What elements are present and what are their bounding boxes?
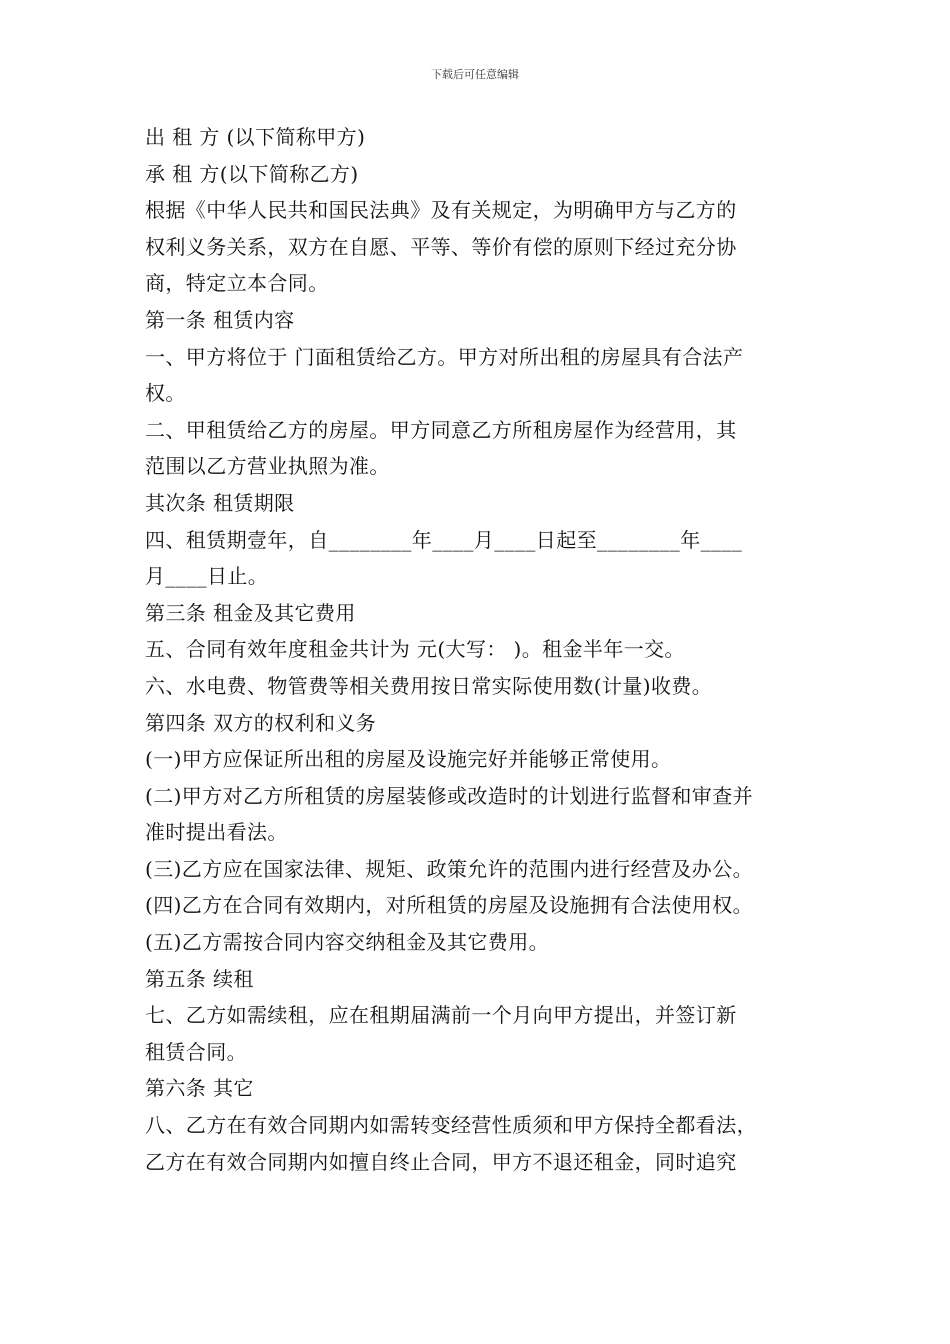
text-line: 五、合同有效年度租金共计为 元(大写： )。租金半年一交。	[145, 637, 685, 662]
section-heading: 第六条 其它	[145, 1076, 254, 1101]
text-line: 四、租赁期壹年，自________年____月____日起至________年____	[145, 527, 743, 552]
text-line: 范围以乙方营业执照为准。	[145, 454, 390, 479]
text-line: 准时提出看法。	[145, 820, 288, 845]
text-line: (三)乙方应在国家法律、规矩、政策允许的范围内进行经营及办公。	[145, 856, 754, 881]
text-line: 八、乙方在有效合同期内如需转变经营性质须和甲方保持全都看法，	[145, 1113, 757, 1138]
text-line: 租赁合同。	[145, 1039, 247, 1064]
page-header-note: 下载后可任意编辑	[431, 68, 519, 81]
text-line: 权。	[145, 381, 186, 406]
text-line: 根据《中华人民共和国民法典》及有关规定，为明确甲方与乙方的	[145, 198, 737, 223]
section-heading: 第四条 双方的权利和义务	[145, 710, 377, 735]
section-heading: 第五条 续租	[145, 966, 254, 991]
text-line: (四)乙方在合同有效期内，对所租赁的房屋及设施拥有合法使用权。	[145, 893, 754, 918]
text-line: 二、甲租赁给乙方的房屋。甲方同意乙方所租房屋作为经营用，其	[145, 417, 737, 442]
section-heading: 第三条 租金及其它费用	[145, 600, 356, 625]
text-line: 商，特定立本合同。	[145, 271, 329, 296]
section-heading: 其次条 租赁期限	[145, 490, 295, 515]
text-line: 月____日止。	[145, 564, 269, 589]
text-line: 乙方在有效合同期内如擅自终止合同，甲方不退还租金，同时追究	[145, 1149, 737, 1174]
document-body	[145, 119, 810, 1180]
text-line: (二)甲方对乙方所租赁的房屋装修或改造时的计划进行监督和审查并	[145, 783, 754, 808]
text-line: 承 租 方(以下简称乙方)	[145, 161, 359, 186]
text-line: (一)甲方应保证所出租的房屋及设施完好并能够正常使用。	[145, 747, 672, 772]
text-line: 六、水电费、物管费等相关费用按日常实际使用数(计量)收费。	[145, 673, 713, 698]
text-line: 一、甲方将位于 门面租赁给乙方。甲方对所出租的房屋具有合法产	[145, 344, 744, 369]
section-heading: 第一条 租赁内容	[145, 307, 295, 332]
text-line: 七、乙方如需续租，应在租期届满前一个月向甲方提出，并签订新	[145, 1003, 737, 1028]
text-line: 权利义务关系，双方在自愿、平等、等价有偿的原则下经过充分协	[145, 234, 737, 259]
text-line: 出 租 方 (以下简称甲方)	[145, 125, 366, 149]
text-line: (五)乙方需按合同内容交纳租金及其它费用。	[145, 930, 550, 955]
